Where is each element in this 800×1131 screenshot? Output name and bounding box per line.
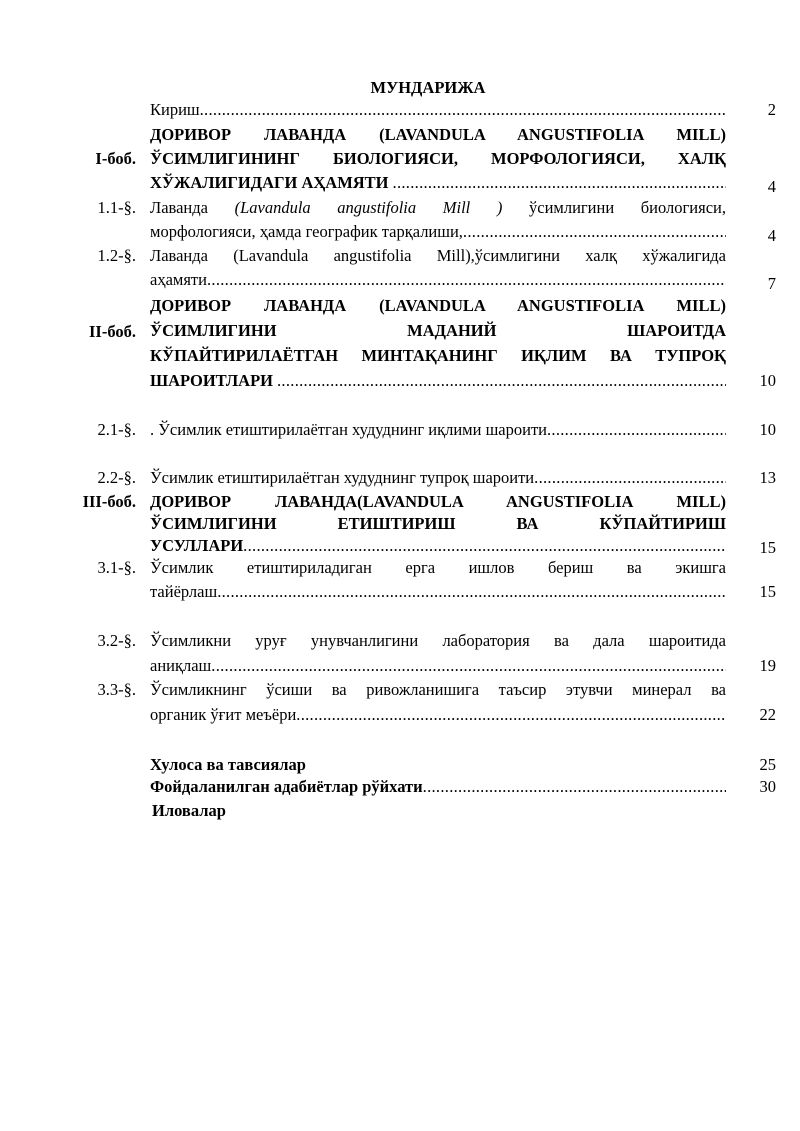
entry-text: органик ўғит меъёри xyxy=(150,705,297,724)
dot-leader xyxy=(296,703,726,727)
entry-text: тайёрлаш xyxy=(150,582,218,601)
entry-body xyxy=(150,703,726,727)
page-number: 4 xyxy=(767,177,776,196)
section-label: 3.3-§. xyxy=(97,680,136,699)
entry-body xyxy=(150,268,726,292)
section-label: 2.1-§. xyxy=(97,420,136,439)
entry-body xyxy=(150,775,726,799)
entry-text: ШАРОИТЛАРИ xyxy=(150,371,273,390)
entry-text: Хулоса ва тавсиялар xyxy=(150,755,306,774)
entry-text: Иловалар xyxy=(152,801,226,820)
entry-body xyxy=(150,466,726,490)
page-number: 30 xyxy=(759,777,776,796)
page-number: 7 xyxy=(767,274,776,293)
entry-text: Кириш xyxy=(150,100,200,119)
page-number: 19 xyxy=(759,656,776,675)
dot-leader xyxy=(243,534,726,558)
chapter-label: III-боб. xyxy=(82,492,136,511)
section-label: 3.2-§. xyxy=(97,631,136,650)
entry-text: аҳамяти xyxy=(150,270,207,289)
dot-leader xyxy=(207,268,726,292)
entry-text: Лаванда xyxy=(150,198,208,217)
entry-text-line: ДОРИВОР ЛАВАНДА(LAVANDULA ANGUSTIFOLIA MILL) xyxy=(150,492,726,511)
entry-text-line: ДОРИВОР ЛАВАНДА (LAVANDULA ANGUSTIFOLIA MILL) xyxy=(150,296,726,315)
entry-text: аниқлаш xyxy=(150,656,212,675)
entry-text-line: Ўсимликнинг ўсиши ва ривожланишига таъсир этувчи минерал ва xyxy=(150,680,726,699)
entry-text-line: Ўсимликни уруғ унувчанлигини лаборатория ва дала шароитида xyxy=(150,631,726,650)
entry-text: УСУЛЛАРИ xyxy=(150,536,244,555)
page-number: 2 xyxy=(767,100,776,119)
dot-leader xyxy=(211,654,726,678)
dot-leader xyxy=(534,466,726,490)
section-label: 3.1-§. xyxy=(97,558,136,577)
entry-text: морфологияси, ҳамда географик тарқалиши, xyxy=(150,222,463,241)
entry-text-line: Лаванда (Lavandula angustifolia Mill),ўсимлигини халқ хўжалигида xyxy=(150,246,726,265)
entry-body xyxy=(150,654,726,678)
latin-name: (Lavandula angustifolia Mill ) xyxy=(234,198,503,217)
dot-leader xyxy=(393,171,726,195)
entry-body xyxy=(150,369,726,393)
page-number: 25 xyxy=(759,755,776,774)
entry-text: Ўсимлик етиштирилаётган худуднинг тупроқ шароити xyxy=(150,468,535,487)
section-label: 1.1-§. xyxy=(97,198,136,217)
entry-text: ХЎЖАЛИГИДАГИ АҲАМЯТИ xyxy=(150,173,389,192)
entry-text-line: ЎСИМЛИГИНИНГ БИОЛОГИЯСИ, МОРФОЛОГИЯСИ, ХАЛҚ xyxy=(150,149,726,168)
dot-leader xyxy=(547,418,726,442)
entry-body xyxy=(150,98,726,122)
entry-text: Фойдаланилган адабиётлар рўйхати xyxy=(150,777,423,796)
entry-text-line: Ўсимлик етиштириладиган ерга ишлов бериш ва экишга xyxy=(150,558,726,577)
entry-text: . Ўсимлик етиштирилаётган худуднинг иқлими шароити xyxy=(150,420,547,439)
page-number: 15 xyxy=(759,538,776,557)
entry-body xyxy=(150,220,726,244)
chapter-label: II-боб. xyxy=(89,322,136,341)
entry-text-line: ЎСИМЛИГИНИ ЕТИШТИРИШ ВА КЎПАЙТИРИШ xyxy=(150,514,726,533)
page-number: 15 xyxy=(759,582,776,601)
entry-text-line: ДОРИВОР ЛАВАНДА (LAVANDULA ANGUSTIFOLIA MILL) xyxy=(150,125,726,144)
entry-body xyxy=(150,418,726,442)
entry-body xyxy=(150,580,726,604)
dot-leader xyxy=(277,369,726,393)
page-number: 4 xyxy=(767,226,776,245)
page-number: 13 xyxy=(759,468,776,487)
toc-title: МУНДАРИЖА xyxy=(370,78,486,97)
entry-body xyxy=(150,171,726,195)
entry-text-line: КЎПАЙТИРИЛАЁТГАН МИНТАҚАНИНГ ИҚЛИМ ВА ТУПРОҚ xyxy=(150,346,726,365)
page-number: 10 xyxy=(759,420,776,439)
dot-leader xyxy=(463,220,726,244)
chapter-label: I-боб. xyxy=(95,149,136,168)
page-number: 10 xyxy=(759,371,776,390)
dot-leader xyxy=(217,580,726,604)
page-number: 22 xyxy=(759,705,776,724)
dot-leader xyxy=(423,775,726,799)
entry-body xyxy=(150,534,726,558)
section-label: 1.2-§. xyxy=(97,246,136,265)
entry-text-line: ЎСИМЛИГИНИ МАДАНИЙ ШАРОИТДА xyxy=(150,321,726,340)
entry-text-line xyxy=(150,196,726,220)
entry-text: ўсимлигини биологияси, xyxy=(529,198,726,217)
section-label: 2.2-§. xyxy=(97,468,136,487)
dot-leader xyxy=(200,98,726,122)
